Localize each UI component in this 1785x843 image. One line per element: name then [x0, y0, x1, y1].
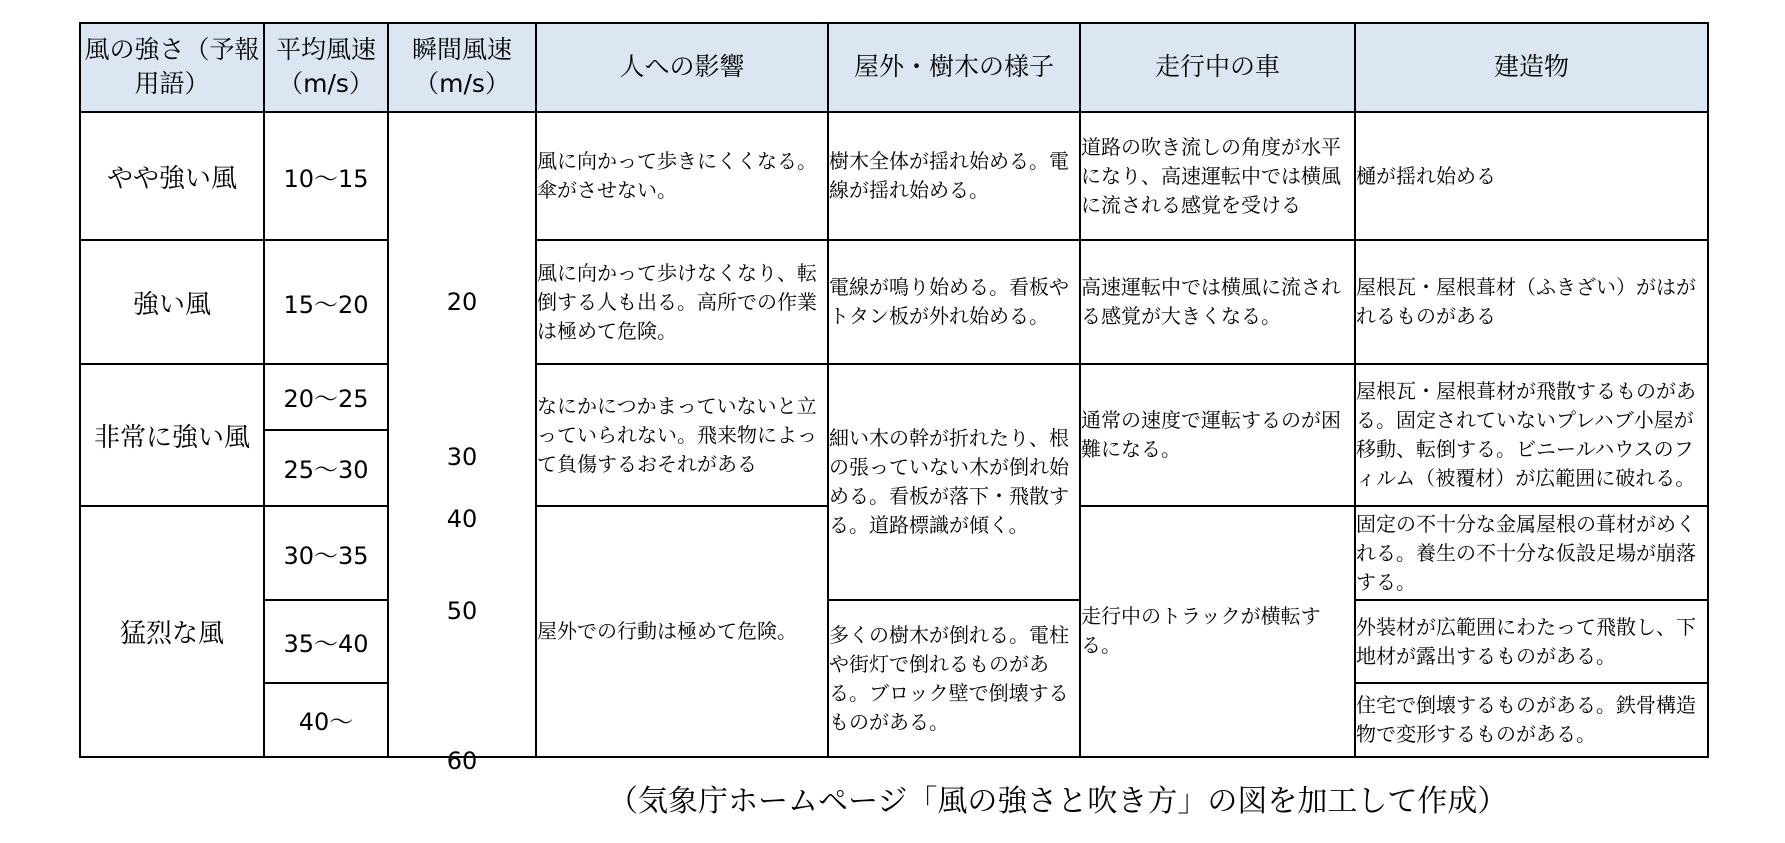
header-people: 人への影響 [536, 23, 828, 112]
header-buildings: 建造物 [1355, 23, 1708, 112]
category-cell: やや強い風 [80, 112, 264, 240]
table-row [80, 600, 1708, 683]
gust-speed-value: 20 [446, 287, 478, 316]
average-speed-cell: 15～20 [264, 240, 388, 364]
car-effect-cell: 通常の速度で運転するのが困難になる。 [1080, 364, 1355, 506]
header-cars: 走行中の車 [1080, 23, 1355, 112]
outdoor-condition-cell: 樹木全体が揺れ始める。電線が揺れ始める。 [828, 112, 1080, 240]
table-row [80, 364, 1708, 430]
header-gust-speed: 瞬間風速（m/s） [388, 23, 536, 112]
outdoor-condition-cell: 電線が鳴り始める。看板やトタン板が外れ始める。 [828, 240, 1080, 364]
gust-speed-value: 60 [446, 746, 478, 775]
building-effect-cell: 外装材が広範囲にわたって飛散し、下地材が露出するものがある。 [1355, 600, 1708, 683]
people-effect-cell: なにかにつかまっていないと立っていられない。飛来物によって負傷するおそれがある [536, 364, 828, 506]
building-effect-cell: 樋が揺れ始める [1355, 112, 1708, 240]
people-effect-cell: 屋外での行動は極めて危険。 [536, 506, 828, 757]
header-outdoors: 屋外・樹木の様子 [828, 23, 1080, 112]
header-average-speed: 平均風速（m/s） [264, 23, 388, 112]
people-effect-cell: 風に向かって歩きにくくなる。傘がさせない。 [536, 112, 828, 240]
average-speed-cell: 30～35 [264, 506, 388, 600]
average-speed-cell: 20～25 [264, 364, 388, 430]
source-caption: （気象庁ホームページ「風の強さと吹き方」の図を加工して作成） [608, 784, 1508, 819]
car-effect-cell: 道路の吹き流しの角度が水平になり、高速運転中では横風に流される感覚を受ける [1080, 112, 1355, 240]
building-effect-cell: 屋根瓦・屋根葺材が飛散するものがある。固定されていないプレハブ小屋が移動、転倒する。ビニールハウスのフィルム（被覆材）が広範囲に破れる。 [1355, 364, 1708, 506]
average-speed-cell: 35～40 [264, 600, 388, 683]
table-row [80, 240, 1708, 364]
average-speed-cell: 10～15 [264, 112, 388, 240]
wind-strength-table [79, 22, 1709, 775]
gust-speed-value: 50 [446, 596, 478, 625]
table-row [80, 112, 1708, 240]
car-effect-cell: 高速運転中では横風に流される感覚が大きくなる。 [1080, 240, 1355, 364]
average-speed-cell: 40～ [264, 683, 388, 757]
outdoor-condition-cell: 細い木の幹が折れたり、根の張っていない木が倒れ始める。看板が落下・飛散する。道路標識が傾く。 [828, 364, 1080, 600]
header-row [80, 23, 1708, 112]
header-category: 風の強さ（予報用語） [80, 23, 264, 112]
outdoor-condition-cell: 多くの樹木が倒れる。電柱や街灯で倒れるものがある。ブロック壁で倒壊するものがある。 [828, 600, 1080, 757]
car-effect-cell: 走行中のトラックが横転する。 [1080, 506, 1355, 757]
building-effect-cell: 固定の不十分な金属屋根の葺材がめくれる。養生の不十分な仮設足場が崩落する。 [1355, 506, 1708, 600]
building-effect-cell: 住宅で倒壊するものがある。鉄骨構造物で変形するものがある。 [1355, 683, 1708, 757]
gust-speed-value: 40 [446, 504, 478, 533]
category-cell: 猛烈な風 [80, 506, 264, 757]
building-effect-cell: 屋根瓦・屋根葺材（ふきざい）がはがれるものがある [1355, 240, 1708, 364]
category-cell: 非常に強い風 [80, 364, 264, 506]
people-effect-cell: 風に向かって歩けなくなり、転倒する人も出る。高所での作業は極めて危険。 [536, 240, 828, 364]
gust-speed-column [388, 112, 536, 775]
gust-speed-value: 30 [446, 442, 478, 471]
category-cell: 強い風 [80, 240, 264, 364]
average-speed-cell: 25～30 [264, 430, 388, 506]
